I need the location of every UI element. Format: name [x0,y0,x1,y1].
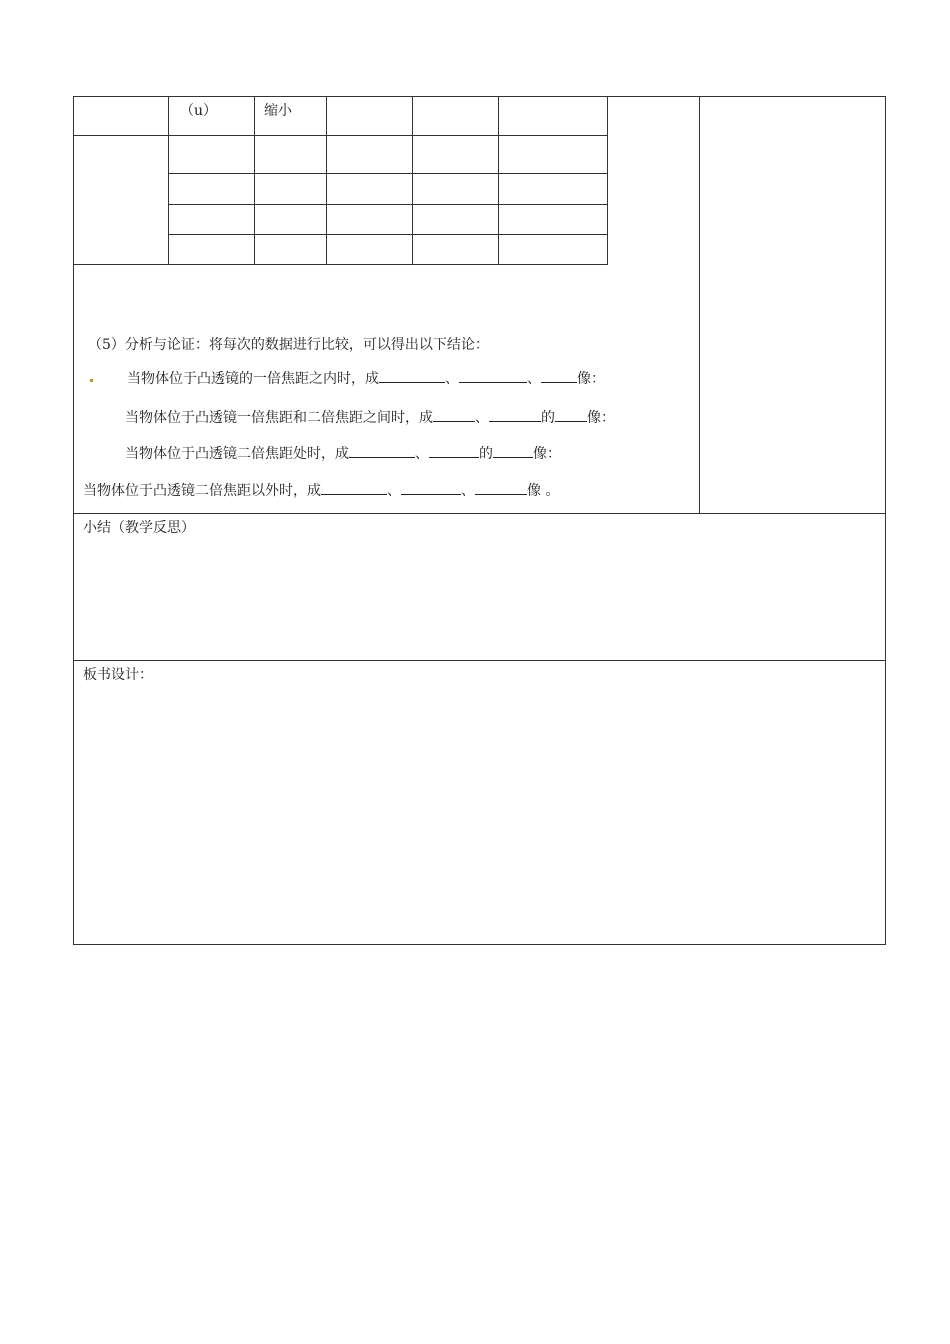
separator: 、 [415,446,429,462]
blank-field[interactable] [493,443,533,458]
separator: 、 [527,371,541,387]
conclusion-line-1 [127,368,605,388]
blank-field[interactable] [429,443,479,458]
conclusion-1-text: 当物体位于凸透镜的一倍焦距之内时，成 [127,371,379,387]
blank-field[interactable] [541,368,577,383]
blank-field[interactable] [379,368,445,383]
separator: 的 [541,410,555,426]
conclusion-4-end: 像 。 [527,483,560,499]
board-design-label: 板书设计： [83,667,153,683]
conclusion-line-2 [125,407,615,427]
blank-field[interactable] [459,368,527,383]
bullet-dot [90,379,93,382]
conclusion-3-text: 当物体位于凸透镜二倍焦距处时，成 [125,446,349,462]
conclusion-line-4 [83,480,559,500]
conclusion-3-end: 像： [533,446,561,462]
conclusion-4-text: 当物体位于凸透镜二倍焦距以外时，成 [83,483,321,499]
blank-field[interactable] [401,480,461,495]
blank-field[interactable] [321,480,387,495]
blank-field[interactable] [349,443,415,458]
blank-field[interactable] [555,407,587,422]
table-header-cell-shrink: 缩小 [264,103,292,119]
conclusion-1-end: 像： [577,371,605,387]
summary-area[interactable] [74,540,884,658]
blank-field[interactable] [433,407,475,422]
separator: 、 [475,410,489,426]
analysis-heading: （5）分析与论证：将每次的数据进行比较，可以得出以下结论： [88,337,489,353]
conclusion-2-end: 像： [587,410,615,426]
separator: 、 [445,371,459,387]
separator: 、 [461,483,475,499]
conclusion-line-3 [125,443,561,463]
separator: 的 [479,446,493,462]
summary-label: 小结（教学反思） [83,520,195,536]
blank-field[interactable] [489,407,541,422]
table-header-cell-u: （u） [180,103,218,119]
blank-field[interactable] [475,480,527,495]
conclusion-2-text: 当物体位于凸透镜一倍焦距和二倍焦距之间时，成 [125,410,433,426]
board-design-area[interactable] [74,688,884,942]
separator: 、 [387,483,401,499]
